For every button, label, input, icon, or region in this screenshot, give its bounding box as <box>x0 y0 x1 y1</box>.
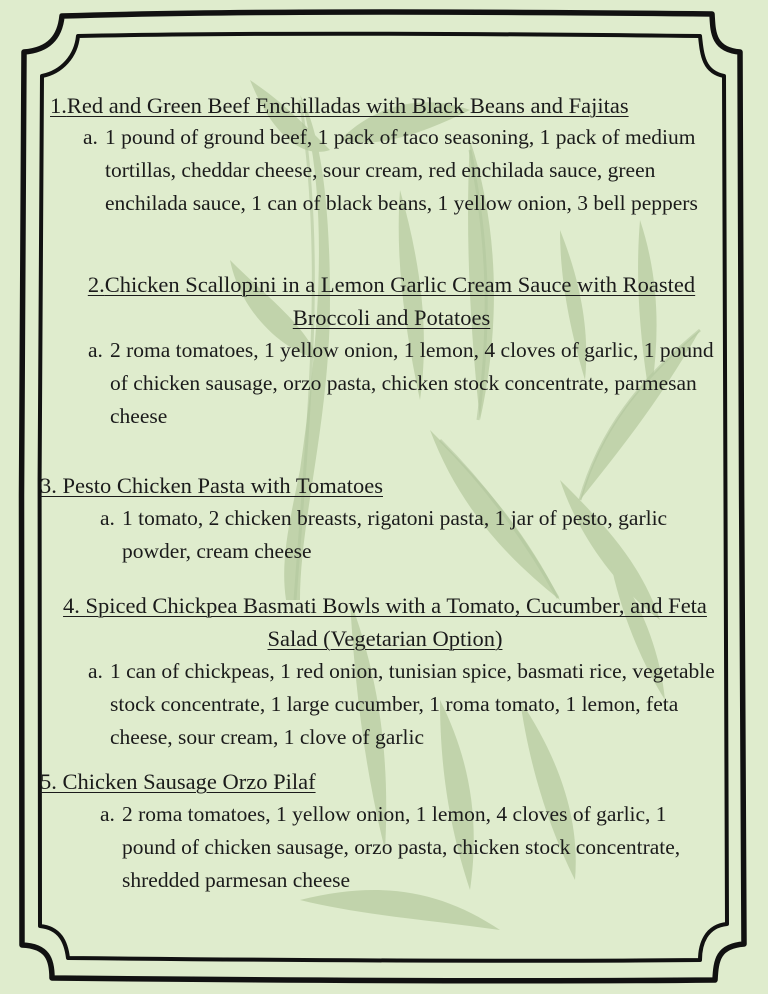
recipe-title <box>50 89 740 122</box>
ingredients-text: 1 pound of ground beef, 1 pack of taco seasoning, 1 pack of medium tortillas, cheddar cheese, sour cream, red enchilada sauce, green enchilada sauce, 1 can of black beans, 1 yellow onion, 3 bell peppers <box>105 125 698 215</box>
list-marker: a. <box>83 125 98 149</box>
recipe-number: 1. <box>50 93 67 118</box>
recipe-title-text: Red and Green Beef Enchilladas with Black Beans and Fajitas <box>66 93 629 118</box>
recipe-4 <box>40 589 730 754</box>
list-marker: a. <box>88 659 103 683</box>
ingredients-text: 2 roma tomatoes, 1 yellow onion, 1 lemon, 4 cloves of garlic, 1 pound of chicken sausage, orzo pasta, chicken stock concentrate, shredded parmesan cheese <box>122 802 681 892</box>
list-marker: a. <box>100 802 115 826</box>
recipe-number: 5. <box>40 769 63 794</box>
recipe-number: 2. <box>87 272 105 297</box>
recipe-5 <box>40 765 720 897</box>
ingredients-text: 2 roma tomatoes, 1 yellow onion, 1 lemon, 4 cloves of garlic, 1 pound of chicken sausage, orzo pasta, chicken stock concentrate, parmesan cheese <box>110 338 714 428</box>
ingredient-list <box>100 502 712 568</box>
recipe-title <box>40 469 720 502</box>
ingredient-list <box>88 334 715 433</box>
recipe-2 <box>50 268 733 433</box>
recipe-title-text: Chicken Scallopini in a Lemon Garlic Cream Sauce with Roasted Broccoli and Potatoes <box>104 272 696 330</box>
ingredients-text: 1 can of chickpeas, 1 red onion, tunisian spice, basmati rice, vegetable stock concentrate, 1 large cucumber, 1 roma tomato, 1 lemon, feta cheese, sour cream, 1 clove of garlic <box>110 659 715 749</box>
recipe-title <box>40 589 730 655</box>
recipe-number: 4. <box>63 593 86 618</box>
recipe-number: 3. <box>40 473 63 498</box>
list-marker: a. <box>100 506 115 530</box>
recipe-title-text: Pesto Chicken Pasta with Tomatoes <box>62 473 383 498</box>
recipe-title <box>40 765 720 798</box>
recipe-title <box>50 268 733 334</box>
recipe-title-text: Chicken Sausage Orzo Pilaf <box>62 769 316 794</box>
list-marker: a. <box>88 338 103 362</box>
ingredient-list <box>88 655 720 754</box>
ingredient-list <box>100 798 702 897</box>
recipe-3 <box>40 469 720 568</box>
ingredient-list <box>83 121 715 220</box>
ingredients-text: 1 tomato, 2 chicken breasts, rigatoni pasta, 1 jar of pesto, garlic powder, cream cheese <box>122 506 668 563</box>
recipe-title-text: Spiced Chickpea Basmati Bowls with a Tomato, Cucumber, and Feta Salad (Vegetarian Option) <box>85 593 707 651</box>
recipe-1 <box>50 89 740 220</box>
